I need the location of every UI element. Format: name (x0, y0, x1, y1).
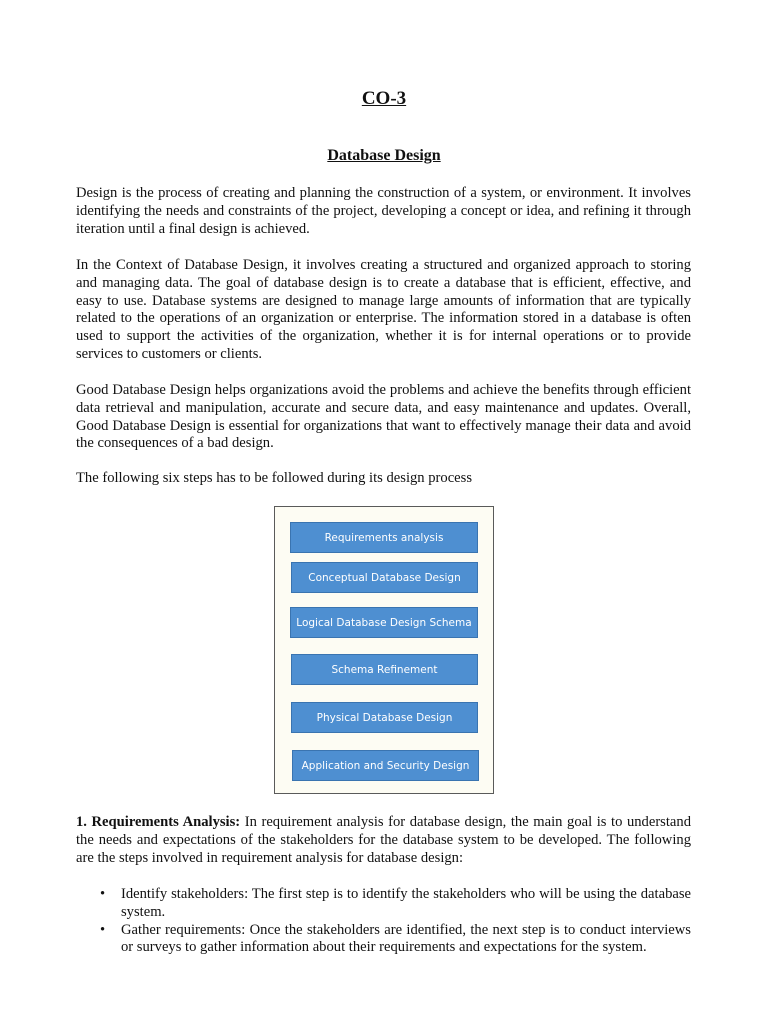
bullet-icon: • (100, 921, 106, 938)
step-logical-design: Logical Database Design Schema (290, 607, 478, 638)
step-schema-refinement: Schema Refinement (291, 654, 478, 685)
list-item-text: Identify stakeholders: The first step is to identify the stakeholders who will be using the database system. (121, 886, 691, 920)
step-conceptual-design: Conceptual Database Design (291, 562, 478, 593)
list-item (76, 922, 691, 958)
paragraph-requirements-analysis (76, 814, 691, 867)
design-steps-diagram (274, 506, 494, 794)
requirements-steps-list (76, 886, 691, 957)
step-requirements-analysis: Requirements analysis (290, 522, 478, 553)
step-application-security-design: Application and Security Design (292, 750, 479, 781)
paragraph-design-definition: Design is the process of creating and planning the construction of a system, or environment. It involves identifying the needs and constraints of the project, developing a concept or idea, and refining it through iteration until a final design is achieved. (76, 185, 691, 237)
requirements-analysis-text: In requirement analysis for database design, the main goal is to understand the needs and expectations of the stakeholders for the database system to be developed. The following are the steps involved in requirement analysis for database design: (76, 814, 691, 866)
section-title: Database Design (327, 147, 441, 164)
step-physical-design: Physical Database Design (291, 702, 478, 733)
paragraph-good-design: Good Database Design helps organizations avoid the problems and achieve the benefits through efficient data retrieval and manipulation, accurate and secure data, and easy maintenance and updates. Overall, Good Database Design is essential for organizations that want to effectively manage their data and avoid the consequences of a bad design. (76, 382, 691, 452)
paragraph-steps-intro: The following six steps has to be followed during its design process (76, 470, 473, 486)
requirements-analysis-heading: 1. Requirements Analysis: (76, 814, 241, 830)
paragraph-database-context: In the Context of Database Design, it involves creating a structured and organized approach to storing and managing data. The goal of database design is to create a database that is efficient, effective, and easy to use. Database systems are designed to manage large amounts of information that are typically related to the operations of an organization or enterprise. The information stored in a database is often used to support the activities of the organization, whether it is for internal operations or to provide services to customers or clients. (76, 257, 691, 362)
list-item-text: Gather requirements: Once the stakeholders are identified, the next step is to conduct interviews or surveys to gather information about their requirements and expectations for the system. (121, 921, 691, 956)
document-title: CO-3 (361, 88, 407, 109)
list-item (76, 886, 691, 922)
bullet-icon: • (100, 886, 106, 902)
